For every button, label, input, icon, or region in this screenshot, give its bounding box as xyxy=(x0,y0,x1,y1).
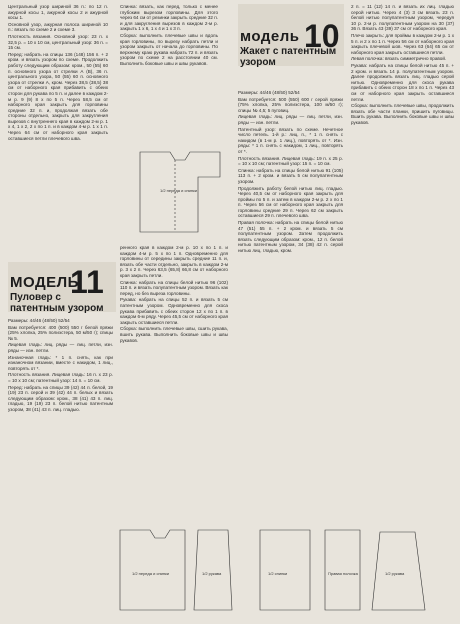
paragraph: Сборка: выполнить плечевые швы, продолжить вязать обе части планки, пришить пуговицы. Вшить рукава. Выполнить боковые швы и швы рукавов. xyxy=(351,103,454,125)
paragraph: Лицевая гладь: лиц. ряды — лиц. петли, изн. ряды — изн. петли. xyxy=(8,342,113,353)
diagram-label: 1/2 рукава xyxy=(385,571,405,576)
diagram-label: 1/2 спинки xyxy=(268,571,288,576)
paragraph: Изнаночная гладь: * 1 п. снять, как при изнаночном вязании, вместе с накидом, 1 лиц., повторять от *. xyxy=(8,354,113,371)
paragraph: Продолжить работу белой нитью лиц. гладью. Через 40,5 см от наборного края закрыть для проймы по 5 п. и затем в каждом 2-м р. 2 х по 1 п. Через 56 см от наборного края закрыть для горловины средние 29 п. Через 62 см закрыть оставшиеся 29 п. плечевого шва. xyxy=(238,185,343,219)
paragraph: Спинка: вязать, как перед, только с менее глубоким вырезом горловины. Для этого через 64 см от резинки закрыть средние 32 п. и для закругления вырезов в каждом 2-м р. закрыть 1 х 6, 1 х 4 и 1 х 3 п. xyxy=(120,4,218,32)
model11-schematics xyxy=(110,520,240,620)
paragraph: Плотность вязания. Лицевая гладь: 16 п. х 23 р. = 10 х 10 см; патентный узор: 14 п. = 10 см. xyxy=(8,372,113,383)
model11-word: МОДЕЛЬ xyxy=(10,274,79,291)
model11-title: Пуловер с патентным узором xyxy=(10,292,104,314)
model10-number: 10 xyxy=(304,18,340,54)
paragraph: Рукава: набрать на спицы 52 п. и вязать 5 см патентным узором. Одновременно для скоса рукава прибавить с обеих сторон 12 х по 1 п. в каждом 6-м ряду. Через 45,5 см от наборного края закрыть оставшиеся петли. xyxy=(120,297,228,325)
model10-instructions-col3 xyxy=(238,90,343,255)
paragraph: Размеры: 44/46 (48/50) 52/54 xyxy=(8,318,70,323)
paragraph: Рукава: набрать на спицы белой нитью 45 п. + 2 кром. и вязать 14 р. полупатентным узором. Далее продолжить вязать лиц. гладью серой нитью. Одновременно для скоса рукава прибавить с обеих сторон 18 х по 1 п. Через 43 см от наборного края закрыть оставшиеся петли. xyxy=(351,62,454,102)
paragraph: 2 п. = 11 (12) 14 п. и вязать их лиц. гладью серой нитью. Через 4 (3) 3 см вязать 23 п. белой нитью полупатентным узором, чередуя 10 р. 2-м р. полупатентным узором на 30 (37) 36 п. Вязать 43 (39) 37 см от наборного края. xyxy=(351,4,454,32)
model10-instructions-col4 xyxy=(351,4,454,126)
model11-instructions-col1 xyxy=(8,318,113,414)
paragraph: Сборка: выполнить плечевые швы и вдоль края горловины, по вырезу набрать петли и узором закрыть от начала до горловины. По верхнему краю рукава набрать 72 п. и вязать узором по схеме 2 на расстоянии 40 см. Выполнить боковые швы и швы рукавов. xyxy=(120,32,218,66)
model9-schematic xyxy=(120,132,230,242)
model10-word: модель xyxy=(240,28,300,45)
paragraph: ренного края в каждом 2-м р. 10 х по 1 п. и каждом 4-м р. 5 х по 1 п. Одновременно для горловины от середины закрыть средние 11 п. и, вязать обе части отдельно, закрыть в каждом 2-м р. 3 х 2 п. Через 63,5 (65,8) 66,8 см от наборного края закрыть петли. xyxy=(120,245,228,278)
model11-number: 11 xyxy=(70,264,104,300)
paragraph: Вам потребуется: 500 (550) 600 г серой пряжи (75% хлопка, 25% полиэстера, 100 м/50 г); спицы № 4,5; 5 пуговиц. xyxy=(238,96,343,113)
paragraph: Основной узор, ажурная полоса шириной 10 п.: вязать по схеме 2 и схеме 3. xyxy=(8,21,108,33)
model9-instructions-col2 xyxy=(120,4,218,68)
model9-instructions-col1 xyxy=(8,4,108,142)
paragraph: Вам потребуется: 400 (500) 550 г белой пряжи (25% хлопка, 25% полиэстера, 50 м/50 г); спицы № 5. xyxy=(8,324,113,341)
paragraph: Перед: набрать на спицы 39 (42) 44 п. белой, 19 (19) 23 п. серой и 39 (42) 44 п. белых и вязать следующим образом: кром., 38 (41) 43 п. лиц. гладью, 19 (19) 23 п. белой нитью патентным узором, 38 (41) 43 п. лиц. гладью. xyxy=(8,384,113,412)
paragraph: Плотность вязания. Лицевая гладь: 19 п. х 25 р. = 10 х 10 см; патентный узор: 15 п. = 10 см. xyxy=(238,155,343,167)
paragraph: Левая полочка: вязать симметрично правой. xyxy=(351,56,447,62)
paragraph: Размеры: 44/46 (48/50) 52/54 xyxy=(238,90,300,95)
paragraph: Плотность вязания. Основной узор: 23 п. х 32,5 р. = 10 х 10 см, центральный узор: 36 п. = 15 см. xyxy=(8,33,108,51)
paragraph: Правая полочка: набрать на спицы белой нитью 47 (51) 55 п. + 2 кром. и вязать 5 см полупатентным узором. Затем продолжить вязать следующим образом: кром., 12 п. белой нитью патентным узором, 34 (38) 42 п. серой нитью лиц. гладью, кром. xyxy=(238,220,343,254)
paragraph: Спинка: набрать на спицы белой нитью 91 (105) 113 п. + 2 кром. и вязать 5 см полупатентным узором. xyxy=(238,167,343,184)
paragraph: Сборка: выполнить плечевые швы, сшить рукава, вшить рукава. Выполнить боковые швы и швы рукавов. xyxy=(120,326,228,343)
diagram-label: 1/2 переда и спинки xyxy=(160,188,198,193)
model11-header xyxy=(8,262,116,312)
diagram-label: 1/2 рукава xyxy=(202,571,222,576)
model10-schematics xyxy=(250,520,455,620)
paragraph: Центральный узор шириной 36 п.: по 12 п. ажурной косы 1, ажурной косы 2 и ажурной косы 1. xyxy=(8,4,108,21)
diagram-label: Правая полочка xyxy=(328,571,358,576)
model11-instructions-col2 xyxy=(120,245,228,344)
model10-title: Жакет с патентным узором xyxy=(240,46,337,68)
paragraph: Плечо закрыть: для проймы в каждом 2-м р. 1 х 5 п. и 2 х по 1 п. Через 56 см от наборного края закрыть плечевой шов. Через 63 (64) 65 см от наборного края закрыть оставшиеся петли. xyxy=(351,32,454,55)
paragraph: Патентный узор: вязать по схеме. Нечетное число петель. 1-й р.: лиц. п., * 1 п. снять с накидом (в 1-м р. 1 лиц.), повторять от *. Изн. ряды: * 1 п. снять с накидом, 1 лиц., повторять от *. xyxy=(238,126,343,154)
paragraph: Спинка: набрать на спицы белой нитью 96 (102) 110 п. и вязать полупатентным узором. Вязать как перед, но без выреза горловины. xyxy=(120,279,228,296)
diagram-label: 1/2 переда и спинки xyxy=(132,571,170,576)
paragraph: Лицевая гладь: лиц. ряды — лиц. петли, изн. ряды — изн. петли. xyxy=(238,114,343,125)
paragraph: Перед: набрать на спицы 136 (148) 156 п. + 2 кром. и вязать узором по схеме. Продолжить работу следующим образом: кром., 50 (55) 60 п. основного узора от стрелки А (В), 36 п. центрального узора, 50 (55) 60 п. основного узора от стрелки А, кром. Через 38,5 (38,5) 38 см от наборного края прибавить с обеих сторон для рукава по 5 п. и далее в каждом 2-м р. 9 (9) 8 х по 5 п. Через 58,5 см от наборного края закрыть для горловины средние 32 п. и, продолжая вязать обе стороны отдельно, закрыть для закругления вырезов с внутреннего края в каждом 2-м р. 1 х 4, 1 х 2, 2 х по 1 п. и в каждом 4-м р. 1 х 1 п. Через 64 см от наборного края закрыть оставшиеся петли плечевого шва. xyxy=(8,51,108,141)
model10-header xyxy=(238,4,344,66)
